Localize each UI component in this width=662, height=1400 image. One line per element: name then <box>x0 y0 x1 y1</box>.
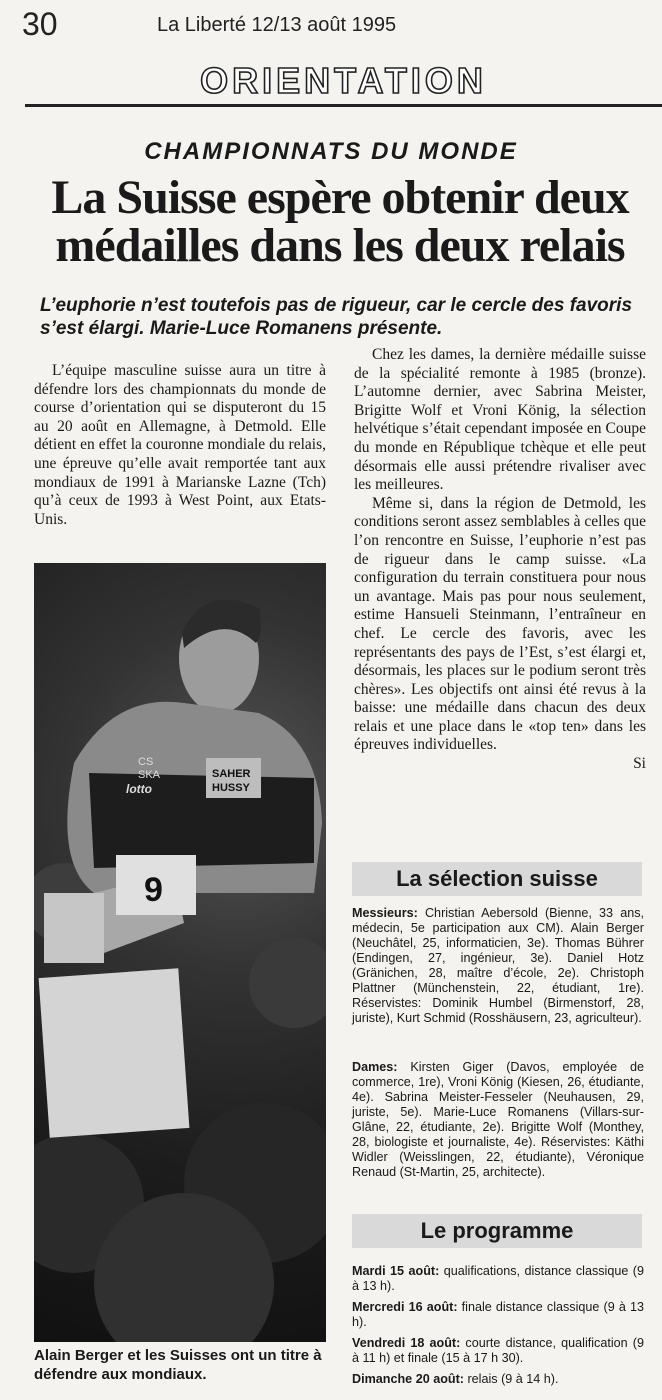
article-photo <box>34 563 326 1342</box>
jersey-text: HUSSY <box>212 782 250 794</box>
page-number: 30 <box>22 6 58 42</box>
selection-men <box>352 906 644 1032</box>
programme-detail: finale distance classique (9 à 13 h). <box>352 1300 644 1329</box>
article-column-right <box>354 346 646 774</box>
programme-item <box>352 1264 644 1294</box>
men-label: Messieurs: <box>352 906 418 920</box>
rubric-title: ORIENTATION <box>200 60 487 101</box>
programme-item <box>352 1372 644 1387</box>
programme-detail: relais (9 à 14 h). <box>463 1372 559 1386</box>
jersey-text: CS <box>138 756 154 768</box>
women-label: Dames: <box>352 1060 398 1074</box>
article-paragraph: Chez les dames, la dernière médaille suisse de la spécialité remonte à 1985 (bronze). L’automne dernier, avec Sabrina Meister, Brigitte Wolf et Vroni König, la sélection helvétique s’était cependant imposée en Coupe du monde en République tchèque et elle peut désormais elle aussi prétendre rivaliser avec les meilleures. <box>354 346 646 494</box>
women-list: Kirsten Giger (Davos, employée de commerce, 1re), Vroni König (Kiesen, 26, étudiante, 4e). Sabrina Meister-Fesseler (Neuhausen, 29, juriste, 5e). Marie-Luce Romanens (Villars-sur-Glâne, 22, étudiante, 2e). Brigitte Wolf (Monthey, 28, biologiste et journaliste, 4e). Réservistes: Käthi Widler (Weisslingen, 22, étudiante), Véronique Renaud (St-Martin, 25, architecte). <box>352 1060 644 1179</box>
jersey-text: SAHER <box>212 768 251 780</box>
publication-date: La Liberté 12/13 août 1995 <box>157 14 397 36</box>
section-rubric <box>25 54 662 107</box>
kicker: CHAMPIONNATS DU MONDE <box>144 138 518 165</box>
programme-day: Mardi 15 août: <box>352 1264 440 1278</box>
jersey-text: lotto <box>126 782 152 796</box>
bib-number: 9 <box>144 871 163 909</box>
selection-women <box>352 1060 644 1186</box>
programme-box-title: Le programme <box>352 1214 642 1248</box>
standfirst: L’euphorie n’est toutefois pas de rigueur, car le cercle des favoris s’est élargi. Marie-Luce Romanens présente. <box>40 295 633 339</box>
programme-day: Vendredi 18 août: <box>352 1336 461 1350</box>
programme-detail: qualifications, distance classique (9 à 13 h). <box>352 1264 644 1293</box>
programme-item <box>352 1300 644 1330</box>
programme-item <box>352 1336 644 1366</box>
programme-list <box>352 1264 644 1393</box>
jersey-text: SKA <box>138 769 161 781</box>
programme-day: Mercredi 16 août: <box>352 1300 458 1314</box>
article-paragraph: Même si, dans la région de Detmold, les conditions seront assez semblables à celles que l’on rencontre en Suisse, l’euphorie n’est pas de rigueur dans le camp suisse. «La configuration du terrain constituera pour nous un avantage. Mais pas pour nous seulement, estime Hansueli Steinmann, l’entraîneur en chef. Le cercle des favoris, avec les représentants des pays de l’Est, s’est élargi et, désormais, les places sur le podium seront très chères». Les objectifs ont ainsi été revus à la baisse: une médaille dans chacun des deux relais et une place dans le «top ten» dans les épreuves individuelles. <box>354 494 646 754</box>
programme-day: Dimanche 20 août: <box>352 1372 464 1386</box>
article-paragraph: L’équipe masculine suisse aura un titre à défendre lors des championnats du monde de course d’orientation qui se disputeront du 15 au 20 août en Allemagne, à Detmold. Elle détient en effet la couronne mondiale du relais, une épreuve qu’elle avait remportée tant aux mondiaux de 1991 à Marianske Lazne (Tch) qu’à ceux de 1993 à West Point, aux Etats-Unis. <box>34 362 326 528</box>
programme-detail: courte distance, qualification (9 à 11 h) et finale (15 à 17 h 30). <box>352 1336 644 1365</box>
men-list: Christian Aebersold (Bienne, 33 ans, médecin, 5e participation aux CM). Alain Berger (Neuchâtel, 25, informaticien, 3e). Thomas Bührer (Endingen, 27, ingénieur, 3e). Daniel Hotz (Gränichen, 28, maître d’école, 2e). Christoph Plattner (Münchenstein, 22, étudiant, 1re). Réservistes: Dominik Humbel (Birmenstorf, 28, juriste), Kurt Schmid (Rosshäusern, 23, agriculteur). <box>352 906 644 1025</box>
selection-box-title: La sélection suisse <box>352 862 642 896</box>
headline: La Suisse espère obtenir deux médailles dans les deux relais <box>51 171 629 272</box>
author-signature: Si <box>633 755 646 773</box>
photo-caption: Alain Berger et les Suisses ont un titre à défendre aux mondiaux. <box>34 1347 322 1383</box>
article-column-left <box>34 362 326 529</box>
